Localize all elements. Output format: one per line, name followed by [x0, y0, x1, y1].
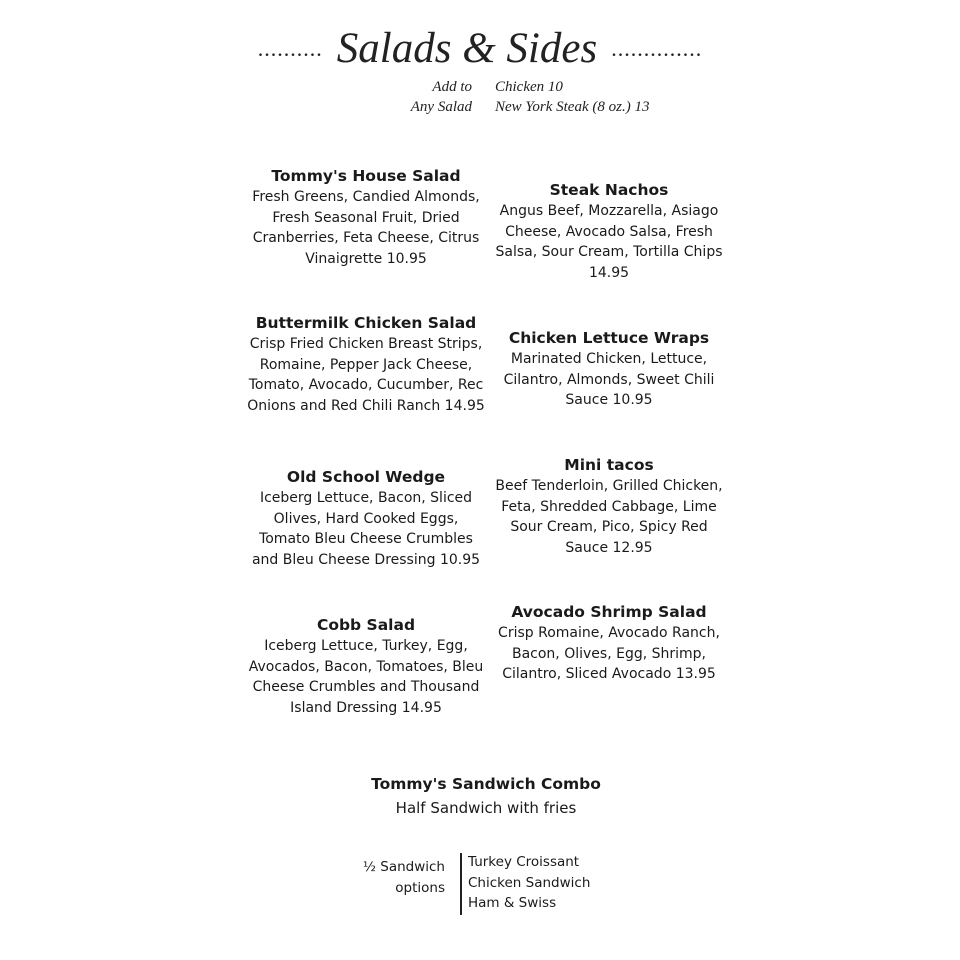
addon-label-line2: Any Salad: [410, 99, 472, 115]
menu-header: [0, 24, 960, 73]
decorative-dots-right: ..............: [611, 35, 703, 61]
combo-subtitle: Half Sandwich with fries: [395, 799, 577, 817]
options-label-line1: ½ Sandwich: [362, 859, 445, 875]
addon-label-line1: Add to: [432, 79, 472, 95]
item-name: Tommy's House Salad: [271, 167, 461, 185]
item-name: Avocado Shrimp Salad: [511, 603, 707, 621]
menu-item: [489, 455, 729, 558]
menu-item: [246, 615, 486, 718]
item-name: Chicken Lettuce Wraps: [508, 329, 710, 347]
list-item: Turkey Croissant: [468, 854, 580, 870]
menu-item: [246, 313, 486, 416]
item-description: Fresh Greens, Candied Almonds, Fresh Seasonal Fruit, Dried Cranberries, Feta Cheese, Citrus Vinaigrette 10.95: [252, 189, 480, 267]
options-label-line2: options: [395, 880, 445, 896]
sandwich-options-list: [468, 852, 590, 914]
list-item: Chicken Sandwich: [468, 874, 591, 891]
item-description: Angus Beef, Mozzarella, Asiago Cheese, Avocado Salsa, Fresh Salsa, Sour Cream, Tortilla Chips 14.95: [495, 203, 723, 281]
item-name: Cobb Salad: [316, 616, 416, 634]
addon-steak: New York Steak (8 oz.) 13: [495, 99, 650, 115]
menu-item: [489, 180, 729, 283]
list-item: Ham & Swiss: [468, 895, 557, 911]
item-description: Marinated Chicken, Lettuce, Cilantro, Almonds, Sweet Chili Sauce 10.95: [503, 351, 715, 408]
decorative-dots-left: ..........: [257, 35, 323, 61]
item-name: Buttermilk Chicken Salad: [255, 314, 477, 332]
menu-item: [246, 166, 486, 269]
item-name: Steak Nachos: [549, 181, 669, 199]
addon-chicken: Chicken 10: [495, 79, 563, 95]
menu-item: [246, 467, 486, 570]
item-name: Mini tacos: [564, 456, 654, 474]
item-description: Crisp Fried Chicken Breast Strips, Romaine, Pepper Jack Cheese, Tomato, Avocado, Cucumber, Rec Onions and Red Chili Ranch 14.95: [247, 336, 485, 414]
page-title: Salads & Sides: [336, 25, 598, 72]
item-name: Old School Wedge: [286, 468, 446, 486]
item-description: Iceberg Lettuce, Bacon, Sliced Olives, Hard Cooked Eggs, Tomato Bleu Cheese Crumbles and Bleu Cheese Dressing 10.95: [251, 490, 481, 568]
combo-title: Tommy's Sandwich Combo: [371, 775, 601, 793]
item-description: Crisp Romaine, Avocado Ranch, Bacon, Olives, Egg, Shrimp, Cilantro, Sliced Avocado 13.95: [498, 625, 720, 682]
item-description: Iceberg Lettuce, Turkey, Egg, Avocados, Bacon, Tomatoes, Bleu Cheese Crumbles and Thousand Island Dressing 14.95: [248, 638, 484, 716]
sandwich-options-label: [363, 857, 445, 899]
menu-item: [489, 602, 729, 685]
item-description: Beef Tenderloin, Grilled Chicken, Feta, Shredded Cabbage, Lime Sour Cream, Pico, Spicy Red Sauce 12.95: [495, 478, 723, 556]
divider: [460, 853, 462, 915]
menu-item: [489, 328, 729, 411]
